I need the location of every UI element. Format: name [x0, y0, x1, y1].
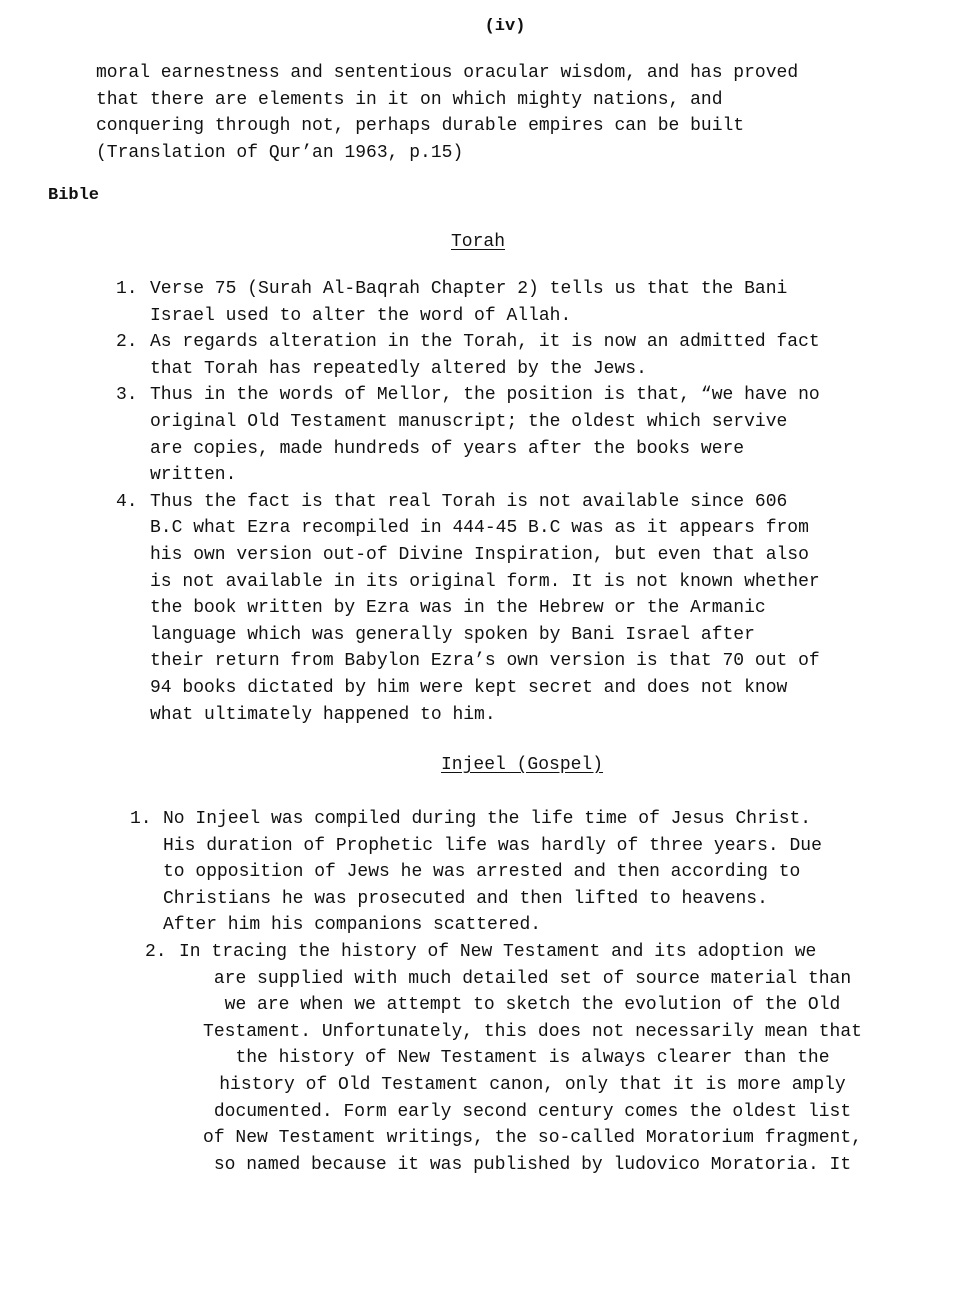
item-line: the book written by Ezra was in the Hebrew or the Armanic	[150, 598, 766, 619]
item-line: B.C what Ezra recompiled in 444-45 B.C was as it appears from	[150, 518, 809, 539]
item-line: his own version out-of Divine Inspiration, but even that also	[150, 544, 809, 565]
bible-heading: Bible	[48, 186, 100, 205]
item-line: are supplied with much detailed set of source material than	[213, 968, 852, 989]
item-line: so named because it was published by ludovico Moratoria. It	[213, 1154, 852, 1175]
quote-line: moral earnestness and sententious oracular wisdom, and has proved	[96, 63, 799, 83]
item-line: their return from Babylon Ezra’s own version is that 70 out of	[150, 651, 820, 672]
quote-block	[96, 60, 916, 166]
item-line: Israel used to alter the word of Allah.	[150, 305, 572, 326]
item-line: After him his companions scattered.	[163, 915, 542, 936]
list-item	[145, 939, 920, 1178]
item-line: what ultimately happened to him.	[150, 704, 496, 725]
injeel-list-continued	[145, 939, 920, 1178]
list-item	[116, 382, 820, 488]
item-number: 1.	[116, 279, 138, 299]
item-line: the history of New Testament is always clearer than the	[235, 1048, 830, 1069]
item-line: Thus in the words of Mellor, the position is that, “we have no	[150, 385, 820, 406]
injeel-list	[130, 806, 822, 939]
item-line: Christians he was prosecuted and then lifted to heavens.	[163, 888, 768, 909]
item-number: 3.	[116, 385, 138, 406]
item-line: we are when we attempt to sketch the evolution of the Old	[224, 995, 841, 1016]
item-line: written.	[150, 465, 237, 486]
item-line: His duration of Prophetic life was hardly of three years. Due	[163, 835, 822, 856]
item-line: As regards alteration in the Torah, it is now an admitted fact	[150, 332, 820, 353]
item-number: 4.	[116, 491, 138, 512]
item-number: 2.	[145, 942, 167, 962]
item-line: to opposition of Jews he was arrested and then according to	[163, 862, 801, 883]
quote-line: (Translation of Qur’an 1963, p.15)	[96, 142, 464, 163]
item-line: that Torah has repeatedly altered by the Jews.	[150, 358, 647, 379]
item-line: language which was generally spoken by Bani Israel after	[150, 624, 755, 645]
list-item	[116, 329, 820, 382]
item-number: 2.	[116, 332, 138, 353]
item-line: Verse 75 (Surah Al-Baqrah Chapter 2) tells us that the Bani	[150, 279, 788, 299]
quote-line: conquering through not, perhaps durable empires can be built	[96, 116, 745, 137]
item-line: are copies, made hundreds of years after the books were	[150, 438, 745, 459]
list-item	[116, 276, 820, 329]
injeel-title: Injeel (Gospel)	[441, 755, 604, 775]
item-line: documented. Form early second century comes the oldest list	[213, 1101, 852, 1122]
list-item	[116, 489, 820, 728]
torah-title: Torah	[451, 232, 506, 252]
item-number: 1.	[130, 809, 152, 829]
page-number: (iv)	[484, 17, 526, 36]
item-line: of New Testament writings, the so-called Moratorium fragment,	[203, 1128, 862, 1149]
item-line: is not available in its original form. It is not known whether	[150, 571, 820, 592]
item-line: Testament. Unfortunately, this does not necessarily mean that	[203, 1021, 862, 1042]
list-item	[130, 806, 822, 939]
item-line: Thus the fact is that real Torah is not available since 606	[150, 491, 788, 512]
item-line: history of Old Testament canon, only that it is more amply	[219, 1074, 846, 1095]
item-line: In tracing the history of New Testament and its adoption we	[179, 942, 817, 962]
item-line: original Old Testament manuscript; the oldest which servive	[150, 411, 788, 432]
item-line: No Injeel was compiled during the life time of Jesus Christ.	[163, 809, 812, 829]
item-line: 94 books dictated by him were kept secret and does not know	[150, 677, 788, 698]
torah-list	[116, 276, 820, 728]
quote-line: that there are elements in it on which mighty nations, and	[96, 89, 723, 110]
